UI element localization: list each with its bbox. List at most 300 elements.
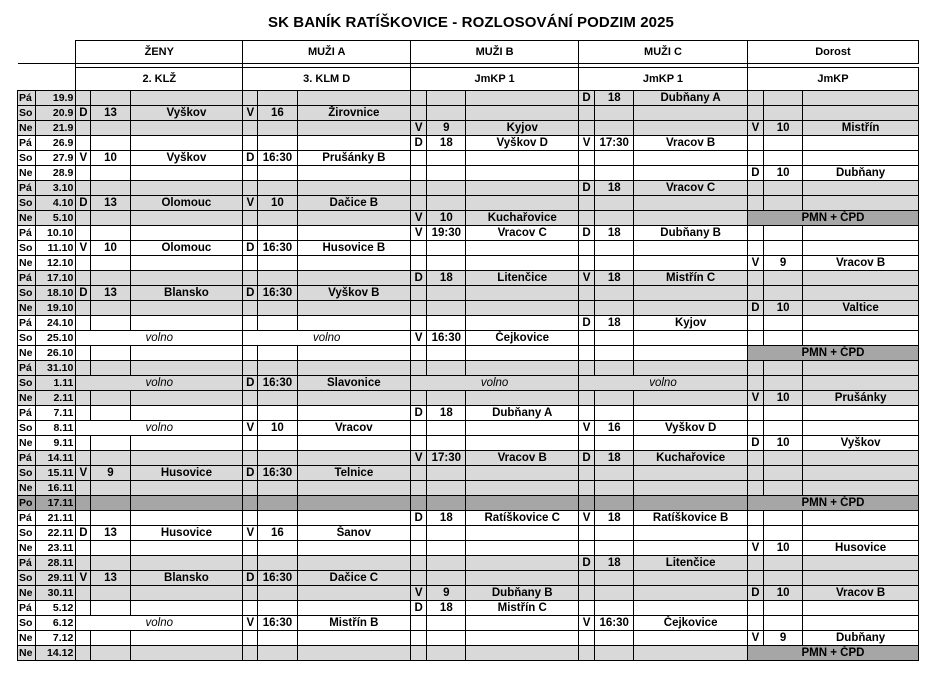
venue-cell <box>747 331 763 346</box>
opponent-cell: Prušánky <box>803 391 919 406</box>
venue-cell: V <box>579 511 595 526</box>
opponent-cell <box>130 136 243 151</box>
time-cell: 13 <box>91 571 130 586</box>
opponent-cell <box>634 361 748 376</box>
opponent-cell <box>634 211 748 226</box>
day-cell: Pá <box>18 511 36 526</box>
day-cell: Pá <box>18 271 36 286</box>
opponent-cell <box>634 526 748 541</box>
venue-cell: V <box>411 211 427 226</box>
opponent-cell <box>466 481 579 496</box>
opponent-cell <box>297 166 411 181</box>
opponent-cell <box>297 451 411 466</box>
time-cell <box>595 106 634 121</box>
schedule-row <box>18 331 919 346</box>
opponent-cell <box>803 226 919 241</box>
time-cell <box>595 541 634 556</box>
opponent-cell <box>130 481 243 496</box>
opponent-cell: Vyškov <box>130 151 243 166</box>
schedule-row <box>18 421 919 436</box>
opponent-cell: Vyškov D <box>466 136 579 151</box>
venue-cell: D <box>747 301 763 316</box>
day-cell: So <box>18 241 36 256</box>
venue-cell: V <box>579 421 595 436</box>
venue-cell <box>747 601 763 616</box>
time-cell <box>764 556 803 571</box>
time-cell <box>91 391 130 406</box>
time-cell: 10 <box>91 151 130 166</box>
opponent-cell <box>466 316 579 331</box>
opponent-cell: Vyškov <box>130 106 243 121</box>
venue-cell <box>579 391 595 406</box>
opponent-cell <box>297 631 411 646</box>
time-cell: 18 <box>427 406 466 421</box>
bye-cell: volno <box>76 331 243 346</box>
day-cell: So <box>18 616 36 631</box>
schedule-row <box>18 121 919 136</box>
day-cell: Ne <box>18 256 36 271</box>
day-cell: Pá <box>18 91 36 106</box>
venue-cell <box>579 571 595 586</box>
time-cell <box>427 466 466 481</box>
opponent-cell: Vracov B <box>466 451 579 466</box>
venue-cell <box>411 541 427 556</box>
date-cell: 27.9 <box>36 151 76 166</box>
venue-cell <box>747 226 763 241</box>
time-cell <box>764 316 803 331</box>
venue-cell <box>579 541 595 556</box>
opponent-cell <box>634 631 748 646</box>
opponent-cell <box>634 196 748 211</box>
opponent-cell: Mistřín C <box>634 271 748 286</box>
time-cell <box>764 616 803 631</box>
time-cell <box>91 586 130 601</box>
venue-cell <box>411 571 427 586</box>
schedule-row <box>18 181 919 196</box>
date-cell: 31.10 <box>36 361 76 376</box>
day-cell: Ne <box>18 166 36 181</box>
venue-cell <box>243 391 258 406</box>
venue-cell <box>411 256 427 271</box>
opponent-cell <box>130 541 243 556</box>
opponent-cell: Valtice <box>803 301 919 316</box>
schedule-row <box>18 616 919 631</box>
time-cell <box>595 496 634 511</box>
time-cell: 16:30 <box>258 286 297 301</box>
time-cell <box>764 136 803 151</box>
venue-cell <box>411 316 427 331</box>
opponent-cell <box>634 241 748 256</box>
venue-cell <box>76 496 91 511</box>
schedule-row <box>18 526 919 541</box>
league-name: JmKP <box>747 68 918 91</box>
time-cell <box>427 181 466 196</box>
opponent-cell <box>297 346 411 361</box>
time-cell <box>764 106 803 121</box>
opponent-cell: Dubňany A <box>466 406 579 421</box>
venue-cell: V <box>76 466 91 481</box>
day-cell: Ne <box>18 436 36 451</box>
opponent-cell <box>634 571 748 586</box>
time-cell: 16:30 <box>595 616 634 631</box>
venue-cell <box>579 526 595 541</box>
opponent-cell <box>297 601 411 616</box>
opponent-cell <box>803 451 919 466</box>
time-cell: 10 <box>764 301 803 316</box>
date-cell: 7.12 <box>36 631 76 646</box>
time-cell <box>258 646 297 661</box>
header-blank <box>18 68 76 91</box>
venue-cell <box>76 121 91 136</box>
date-cell: 14.12 <box>36 646 76 661</box>
date-cell: 22.11 <box>36 526 76 541</box>
venue-cell <box>76 541 91 556</box>
venue-cell <box>411 466 427 481</box>
time-cell <box>764 406 803 421</box>
time-cell: 10 <box>764 541 803 556</box>
time-cell <box>595 301 634 316</box>
venue-cell <box>411 631 427 646</box>
time-cell <box>427 556 466 571</box>
opponent-cell: Litenčice <box>634 556 748 571</box>
time-cell <box>764 91 803 106</box>
time-cell <box>427 421 466 436</box>
venue-cell: V <box>243 196 258 211</box>
opponent-cell: Dubňany A <box>634 91 748 106</box>
venue-cell <box>411 421 427 436</box>
opponent-cell <box>297 181 411 196</box>
date-cell: 20.9 <box>36 106 76 121</box>
venue-cell <box>747 616 763 631</box>
venue-cell <box>411 106 427 121</box>
day-cell: Pá <box>18 181 36 196</box>
opponent-cell <box>466 421 579 436</box>
venue-cell <box>411 241 427 256</box>
opponent-cell: Vyškov D <box>634 421 748 436</box>
time-cell <box>91 256 130 271</box>
day-cell: Pá <box>18 136 36 151</box>
opponent-cell: Kuchařovice <box>466 211 579 226</box>
team-name: Dorost <box>747 41 918 64</box>
date-cell: 12.10 <box>36 256 76 271</box>
time-cell <box>91 556 130 571</box>
venue-cell <box>411 301 427 316</box>
opponent-cell <box>803 376 919 391</box>
venue-cell <box>243 91 258 106</box>
opponent-cell <box>803 331 919 346</box>
day-cell: So <box>18 196 36 211</box>
venue-cell <box>579 256 595 271</box>
time-cell <box>91 646 130 661</box>
day-cell: Pá <box>18 556 36 571</box>
time-cell: 9 <box>427 586 466 601</box>
opponent-cell <box>297 646 411 661</box>
day-cell: Pá <box>18 361 36 376</box>
venue-cell <box>76 181 91 196</box>
opponent-cell <box>130 436 243 451</box>
time-cell <box>91 541 130 556</box>
opponent-cell: Husovice <box>803 541 919 556</box>
opponent-cell: Vyškov <box>803 436 919 451</box>
time-cell <box>427 436 466 451</box>
day-cell: So <box>18 286 36 301</box>
opponent-cell <box>297 511 411 526</box>
bye-cell: volno <box>76 616 243 631</box>
time-cell <box>258 541 297 556</box>
opponent-cell: Vracov B <box>634 136 748 151</box>
venue-cell <box>243 316 258 331</box>
day-cell: Ne <box>18 481 36 496</box>
time-cell <box>595 286 634 301</box>
opponent-cell <box>297 136 411 151</box>
venue-cell <box>747 181 763 196</box>
bye-cell: volno <box>411 376 579 391</box>
day-cell: So <box>18 331 36 346</box>
schedule-row <box>18 571 919 586</box>
date-cell: 8.11 <box>36 421 76 436</box>
time-cell <box>91 166 130 181</box>
opponent-cell <box>803 526 919 541</box>
date-cell: 1.11 <box>36 376 76 391</box>
time-cell <box>91 226 130 241</box>
opponent-cell <box>466 646 579 661</box>
time-cell <box>595 151 634 166</box>
time-cell: 10 <box>764 121 803 136</box>
schedule-row <box>18 196 919 211</box>
time-cell <box>595 346 634 361</box>
venue-cell: D <box>76 106 91 121</box>
opponent-cell <box>297 211 411 226</box>
time-cell <box>764 241 803 256</box>
document-title: SK BANÍK RATÍŠKOVICE - ROZLOSOVÁNÍ PODZIM 2025 <box>267 14 675 31</box>
venue-cell <box>243 436 258 451</box>
time-cell <box>427 106 466 121</box>
venue-cell <box>76 316 91 331</box>
venue-cell <box>76 211 91 226</box>
opponent-cell <box>130 316 243 331</box>
opponent-cell: Husovice B <box>297 241 411 256</box>
time-cell <box>595 256 634 271</box>
time-cell: 18 <box>595 91 634 106</box>
time-cell <box>595 571 634 586</box>
time-cell <box>595 121 634 136</box>
venue-cell <box>76 136 91 151</box>
schedule-row <box>18 556 919 571</box>
day-cell: Pá <box>18 226 36 241</box>
opponent-cell <box>466 301 579 316</box>
day-cell: Ne <box>18 121 36 136</box>
time-cell <box>258 496 297 511</box>
time-cell <box>258 481 297 496</box>
opponent-cell: Žirovnice <box>297 106 411 121</box>
time-cell <box>258 301 297 316</box>
opponent-cell <box>466 571 579 586</box>
time-cell: 16:30 <box>258 376 297 391</box>
date-cell: 26.9 <box>36 136 76 151</box>
time-cell <box>764 361 803 376</box>
opponent-cell <box>130 646 243 661</box>
venue-cell: D <box>579 556 595 571</box>
venue-cell <box>579 586 595 601</box>
opponent-cell <box>466 196 579 211</box>
opponent-cell <box>803 556 919 571</box>
venue-cell: D <box>76 196 91 211</box>
opponent-cell: Blansko <box>130 286 243 301</box>
venue-cell: V <box>747 391 763 406</box>
venue-cell <box>579 196 595 211</box>
opponent-cell <box>634 466 748 481</box>
team-name: MUŽI C <box>579 41 748 64</box>
venue-cell <box>579 406 595 421</box>
schedule-row <box>18 346 919 361</box>
schedule-row <box>18 481 919 496</box>
opponent-cell: Telnice <box>297 466 411 481</box>
time-cell <box>764 481 803 496</box>
opponent-cell: Ratíškovice C <box>466 511 579 526</box>
date-cell: 5.12 <box>36 601 76 616</box>
time-cell <box>595 481 634 496</box>
opponent-cell: Šanov <box>297 526 411 541</box>
venue-cell: D <box>747 586 763 601</box>
venue-cell <box>747 151 763 166</box>
venue-cell: D <box>243 151 258 166</box>
time-cell <box>258 226 297 241</box>
time-cell: 10 <box>764 166 803 181</box>
opponent-cell <box>634 286 748 301</box>
venue-cell: V <box>411 451 427 466</box>
opponent-cell <box>466 631 579 646</box>
opponent-cell <box>634 301 748 316</box>
venue-cell <box>747 361 763 376</box>
time-cell <box>427 301 466 316</box>
time-cell: 13 <box>91 286 130 301</box>
time-cell <box>91 361 130 376</box>
venue-cell <box>747 271 763 286</box>
day-cell: Ne <box>18 211 36 226</box>
opponent-cell <box>297 91 411 106</box>
opponent-cell <box>634 331 748 346</box>
opponent-cell <box>466 436 579 451</box>
time-cell <box>764 451 803 466</box>
time-cell <box>427 361 466 376</box>
opponent-cell <box>130 601 243 616</box>
day-cell: Ne <box>18 586 36 601</box>
opponent-cell <box>466 361 579 376</box>
venue-cell <box>579 286 595 301</box>
time-cell <box>427 346 466 361</box>
opponent-cell <box>803 571 919 586</box>
venue-cell: D <box>76 286 91 301</box>
venue-cell: D <box>579 451 595 466</box>
opponent-cell: Vyškov B <box>297 286 411 301</box>
venue-cell <box>411 391 427 406</box>
time-cell: 9 <box>764 631 803 646</box>
time-cell <box>427 166 466 181</box>
time-cell <box>764 331 803 346</box>
time-cell <box>427 286 466 301</box>
opponent-cell <box>466 151 579 166</box>
bye-cell: volno <box>76 421 243 436</box>
venue-cell <box>411 616 427 631</box>
day-cell: So <box>18 151 36 166</box>
schedule-row <box>18 256 919 271</box>
time-cell: 10 <box>427 211 466 226</box>
venue-cell: V <box>411 121 427 136</box>
venue-cell: V <box>76 241 91 256</box>
opponent-cell <box>130 346 243 361</box>
time-cell <box>764 526 803 541</box>
time-cell <box>427 256 466 271</box>
venue-cell: V <box>747 121 763 136</box>
opponent-cell: Mistřín <box>803 121 919 136</box>
opponent-cell <box>634 586 748 601</box>
time-cell: 17:30 <box>595 136 634 151</box>
opponent-cell <box>803 361 919 376</box>
time-cell <box>595 196 634 211</box>
time-cell: 18 <box>427 511 466 526</box>
venue-cell: V <box>243 526 258 541</box>
time-cell <box>258 436 297 451</box>
opponent-cell: Dačice C <box>297 571 411 586</box>
opponent-cell <box>634 481 748 496</box>
venue-cell <box>411 196 427 211</box>
venue-cell: D <box>747 436 763 451</box>
date-cell: 21.11 <box>36 511 76 526</box>
opponent-cell <box>130 91 243 106</box>
time-cell <box>91 271 130 286</box>
day-cell: Ne <box>18 631 36 646</box>
opponent-cell <box>634 346 748 361</box>
time-cell: 16 <box>595 421 634 436</box>
time-cell <box>427 646 466 661</box>
opponent-cell: Dubňany <box>803 166 919 181</box>
time-cell: 18 <box>595 181 634 196</box>
venue-cell: V <box>747 256 763 271</box>
venue-cell <box>411 481 427 496</box>
date-cell: 23.11 <box>36 541 76 556</box>
venue-cell <box>76 391 91 406</box>
time-cell <box>427 196 466 211</box>
venue-cell <box>411 346 427 361</box>
day-cell: Pá <box>18 406 36 421</box>
time-cell <box>91 136 130 151</box>
time-cell <box>427 481 466 496</box>
venue-cell <box>579 346 595 361</box>
time-cell <box>91 181 130 196</box>
venue-cell <box>747 421 763 436</box>
venue-cell: V <box>76 571 91 586</box>
venue-cell <box>411 361 427 376</box>
venue-cell <box>76 586 91 601</box>
time-cell <box>91 631 130 646</box>
opponent-cell <box>634 121 748 136</box>
day-cell: Ne <box>18 541 36 556</box>
opponent-cell: Husovice <box>130 526 243 541</box>
time-cell <box>258 256 297 271</box>
time-cell: 10 <box>764 436 803 451</box>
time-cell: 17:30 <box>427 451 466 466</box>
opponent-cell: Dubňany B <box>634 226 748 241</box>
venue-cell <box>747 376 763 391</box>
time-cell <box>427 91 466 106</box>
opponent-cell <box>130 301 243 316</box>
venue-cell: V <box>579 136 595 151</box>
time-cell <box>258 271 297 286</box>
schedule-row <box>18 466 919 481</box>
time-cell <box>91 481 130 496</box>
opponent-cell <box>130 226 243 241</box>
venue-cell: D <box>243 571 258 586</box>
